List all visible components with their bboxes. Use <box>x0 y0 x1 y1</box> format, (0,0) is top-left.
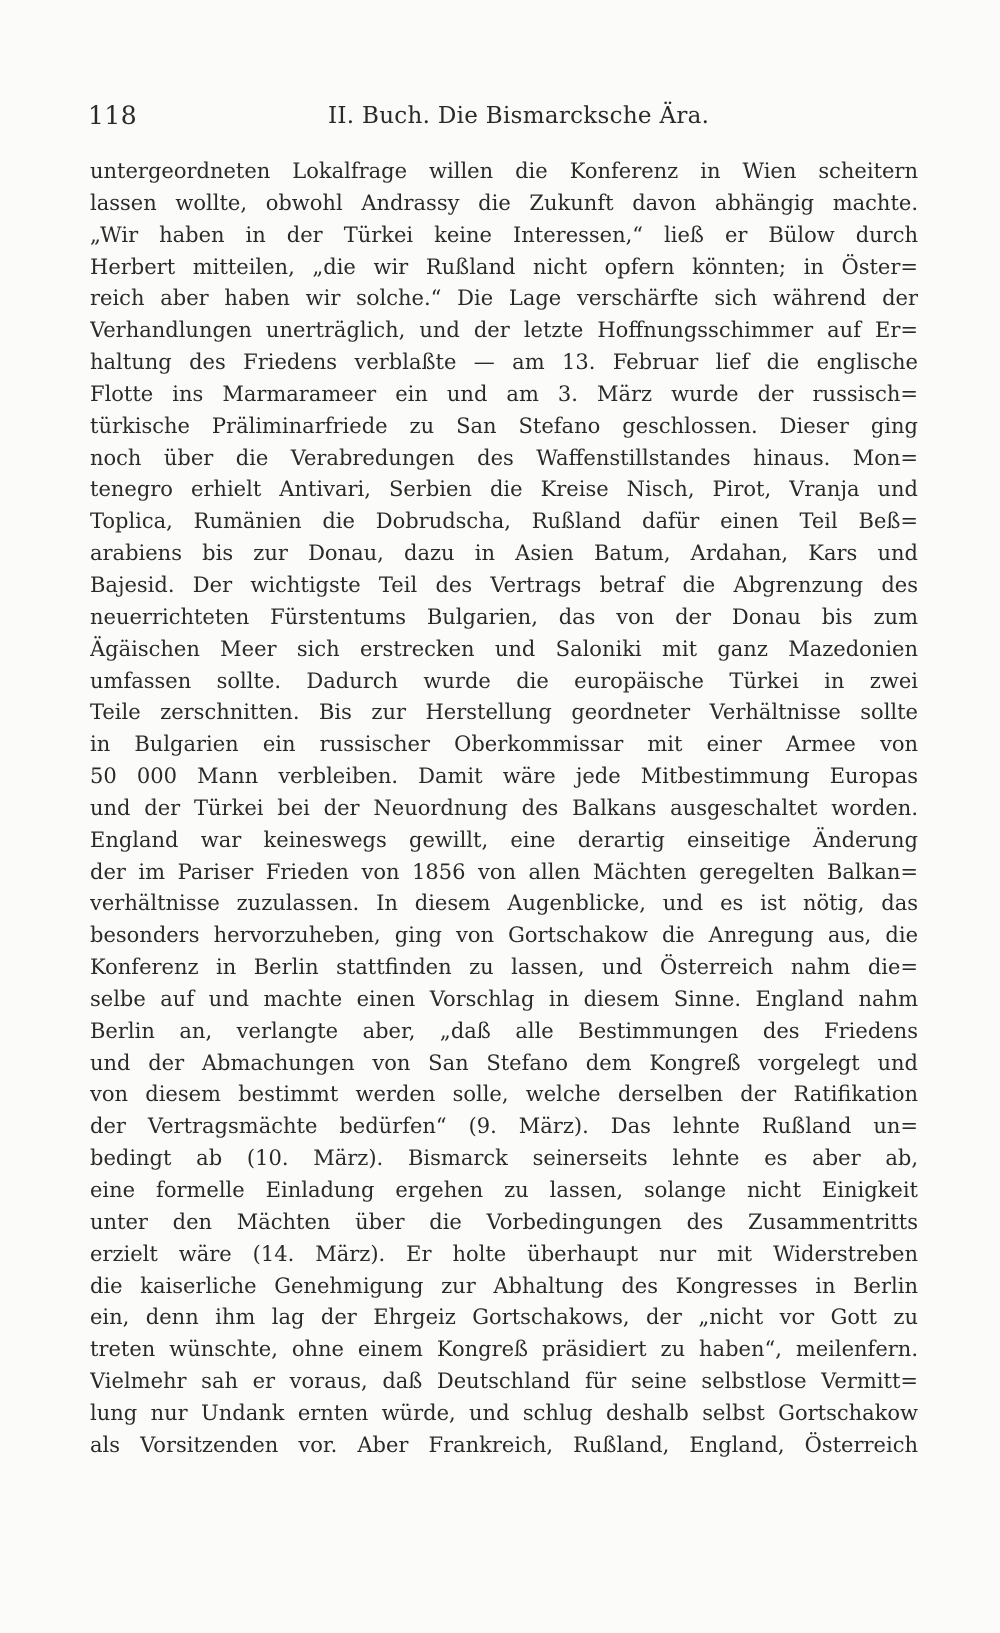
body-text <box>90 156 918 1462</box>
text-line: Toplica, Rumänien die Dobrudscha, Rußland dafür einen Teil Beß= <box>90 509 918 534</box>
text-line: türkische Präliminarfriede zu San Stefano geschlossen. Dieser ging <box>90 413 918 438</box>
text-line: als Vorsitzenden vor. Aber Frankreich, Rußland, England, Österreich <box>90 1432 918 1457</box>
text-line: und der Türkei bei der Neuordnung des Balkans ausgeschaltet worden. <box>90 795 918 820</box>
running-title: II. Buch. Die Bismarcksche Ära. <box>328 103 710 129</box>
text-line: unter den Mächten über die Vorbedingungen des Zusammentritts <box>90 1209 918 1234</box>
text-line: die kaiserliche Genehmigung zur Abhaltung des Kongresses in Berlin <box>90 1273 918 1298</box>
text-line: der Vertragsmächte bedürfen“ (9. März). Das lehnte Rußland un= <box>90 1114 918 1139</box>
text-line: Ägäischen Meer sich erstrecken und Saloniki mit ganz Mazedonien <box>90 636 918 661</box>
text-line: „Wir haben in der Türkei keine Interessen,“ ließ er Bülow durch <box>90 222 918 247</box>
text-line: treten wünschte, ohne einem Kongreß präsidiert zu haben“, meilenfern. <box>90 1337 918 1362</box>
text-line: von diesem bestimmt werden solle, welche derselben der Ratifikation <box>90 1082 918 1107</box>
text-line: England war keineswegs gewillt, eine derartig einseitige Änderung <box>90 827 918 852</box>
text-line: Verhandlungen unerträglich, und der letzte Hoffnungsschimmer auf Er= <box>90 318 918 343</box>
text-line: selbe auf und machte einen Vorschlag in diesem Sinne. England nahm <box>90 986 918 1011</box>
text-line: Bajesid. Der wichtigste Teil des Vertrags betraf die Abgrenzung des <box>90 572 918 597</box>
text-line: besonders hervorzuheben, ging von Gortschakow die Anregung aus, die <box>90 923 918 948</box>
text-line: erzielt wäre (14. März). Er holte überhaupt nur mit Widerstreben <box>90 1241 918 1266</box>
text-line: reich aber haben wir solche.“ Die Lage verschärfte sich während der <box>90 286 918 311</box>
text-line: Herbert mitteilen, „die wir Rußland nicht opfern könnten; in Öster= <box>90 254 918 279</box>
text-line: 50 000 Mann verbleiben. Damit wäre jede Mitbestimmung Europas <box>90 764 918 789</box>
running-head <box>88 96 918 136</box>
text-line: der im Pariser Frieden von 1856 von allen Mächten geregelten Balkan= <box>90 859 918 884</box>
text-line: Vielmehr sah er voraus, daß Deutschland für seine selbstlose Vermitt= <box>90 1369 918 1394</box>
text-line: Berlin an, verlangte aber, „daß alle Bestimmungen des Friedens <box>90 1018 918 1043</box>
text-line: umfassen sollte. Dadurch wurde die europäische Türkei in zwei <box>90 668 918 693</box>
text-line: Teile zerschnitten. Bis zur Herstellung geordneter Verhältnisse sollte <box>90 700 918 725</box>
text-line: neuerrichteten Fürstentums Bulgarien, das von der Donau bis zum <box>90 604 918 629</box>
text-line: und der Abmachungen von San Stefano dem Kongreß vorgelegt und <box>90 1050 918 1075</box>
text-line: untergeordneten Lokalfrage willen die Konferenz in Wien scheitern <box>90 159 918 183</box>
text-line: arabiens bis zur Donau, dazu in Asien Batum, Ardahan, Kars und <box>90 541 918 566</box>
text-line: Flotte ins Marmarameer ein und am 3. März wurde der russisch= <box>90 381 918 406</box>
text-line: tenegro erhielt Antivari, Serbien die Kreise Nisch, Pirot, Vranja und <box>90 477 918 502</box>
text-line: eine formelle Einladung ergehen zu lassen, solange nicht Einigkeit <box>90 1178 918 1202</box>
text-line: lassen wollte, obwohl Andrassy die Zukunft davon abhängig machte. <box>90 190 918 215</box>
page-number: 118 <box>88 101 138 130</box>
text-line: lung nur Undank ernten würde, und schlug deshalb selbst Gortschakow <box>90 1400 918 1425</box>
text-line: haltung des Friedens verblaßte — am 13. Februar lief die englische <box>90 350 918 375</box>
text-line: noch über die Verabredungen des Waffenstillstandes hinaus. Mon= <box>90 445 918 470</box>
text-line: verhältnisse zuzulassen. In diesem Augenblicke, und es ist nötig, das <box>90 891 918 916</box>
text-line: Konferenz in Berlin stattfinden zu lassen, und Österreich nahm die= <box>90 955 918 980</box>
text-line: ein, denn ihm lag der Ehrgeiz Gortschakows, der „nicht vor Gott zu <box>90 1305 918 1330</box>
text-line: in Bulgarien ein russischer Oberkommissar mit einer Armee von <box>90 732 918 757</box>
text-line: bedingt ab (10. März). Bismarck seinerseits lehnte es aber ab, <box>90 1146 918 1171</box>
